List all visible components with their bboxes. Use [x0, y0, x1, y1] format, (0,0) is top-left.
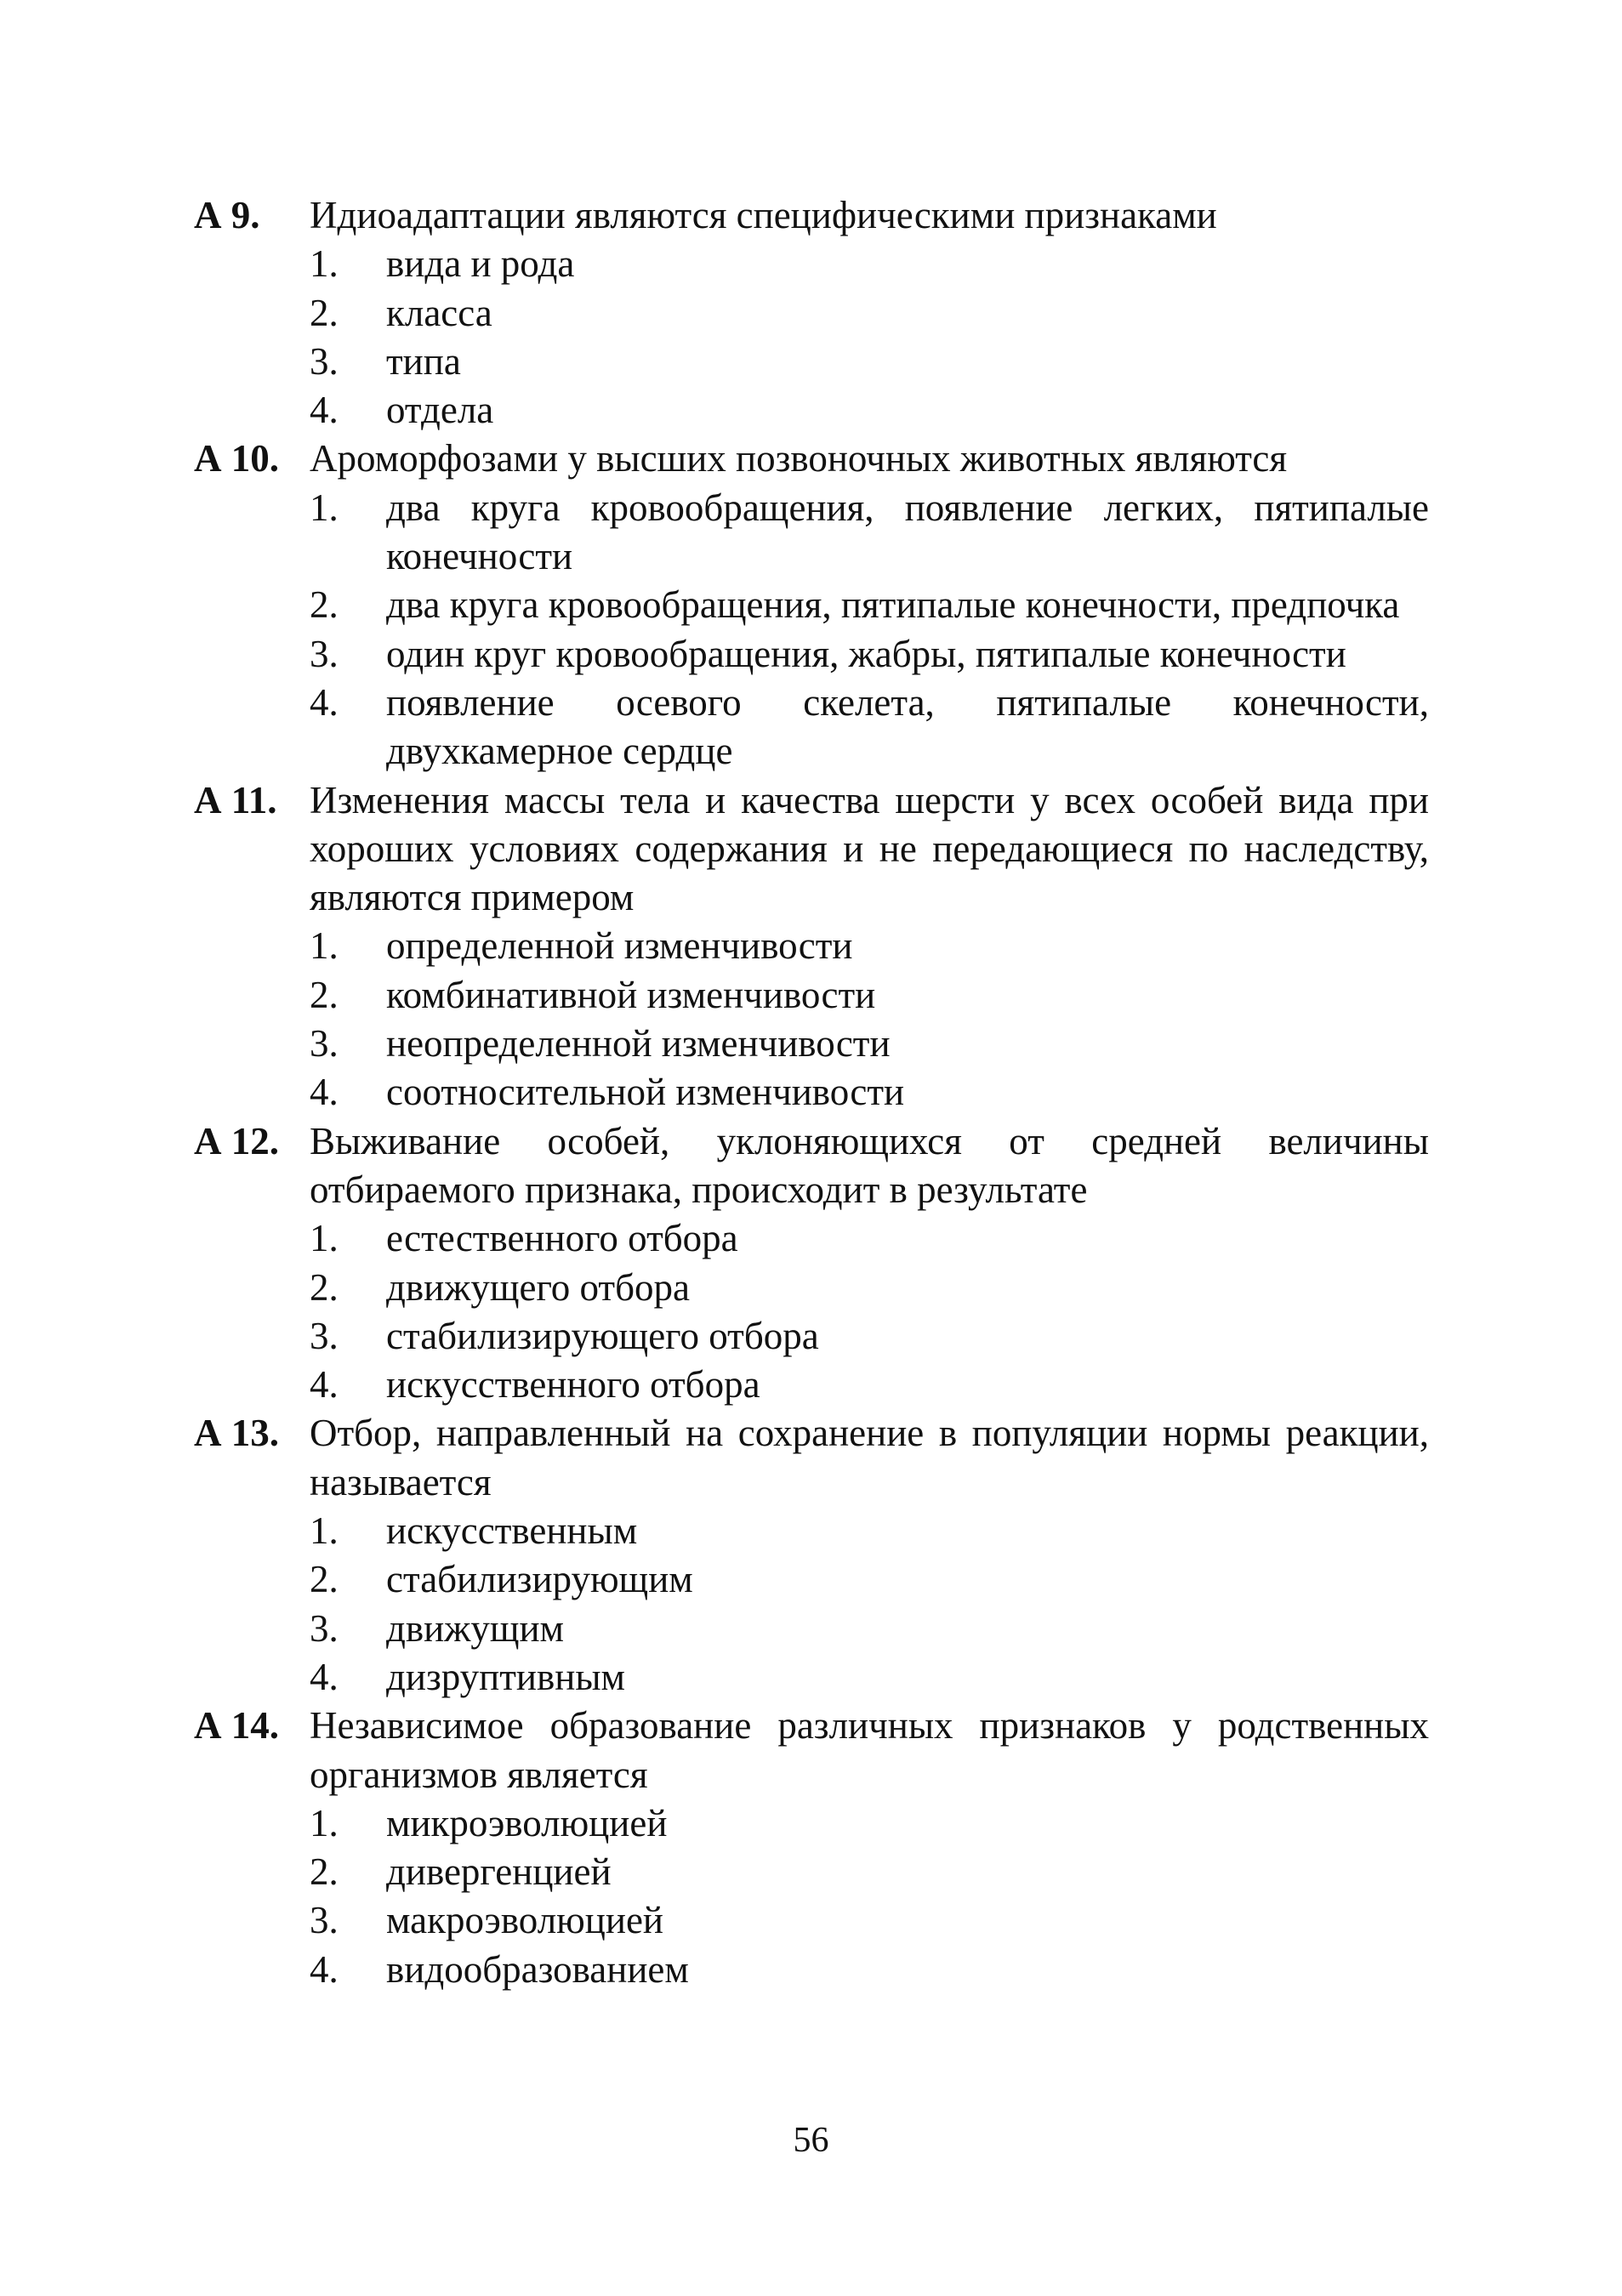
- question-a12: [194, 1117, 1429, 1410]
- answer-option: [310, 289, 1429, 338]
- question-text: Идиоадаптации являются специфическими признаками: [310, 194, 1217, 236]
- question-a11: [194, 776, 1429, 1117]
- answer-option: [310, 1946, 1429, 1994]
- answer-number: 4.: [310, 1071, 339, 1114]
- answer-text: один круг кровообращения, жабры, пятипалые конечности: [386, 632, 1346, 675]
- answer-number: 3.: [310, 1899, 339, 1942]
- answer-text: движущим: [386, 1606, 565, 1650]
- question-text: Независимое образование различных признаков у родственных организмов является: [310, 1704, 1429, 1796]
- answer-text: естественного отбора: [386, 1217, 738, 1260]
- page-number: 56: [793, 2121, 829, 2160]
- answer-number: 4.: [310, 1363, 339, 1407]
- question-a14: [194, 1702, 1429, 1994]
- answer-list: [310, 1507, 1429, 1702]
- answer-number: 3.: [310, 1606, 339, 1650]
- answer-option: [310, 1653, 1429, 1702]
- answer-text: неопределенной изменчивости: [386, 1022, 891, 1066]
- answer-list: [310, 484, 1429, 776]
- answer-number: 4.: [310, 389, 339, 432]
- answer-option: [310, 1361, 1429, 1409]
- answer-option: [310, 1555, 1429, 1604]
- answer-option: [310, 1214, 1429, 1263]
- answer-option: [310, 386, 1429, 435]
- answer-number: 1.: [310, 924, 339, 968]
- question-text: Выживание особей, уклоняющихся от средней величины отбираемого признака, происходит в результате: [310, 1119, 1429, 1211]
- answer-option: [310, 922, 1429, 970]
- answer-text: типа: [386, 339, 461, 383]
- question-text: Изменения массы тела и качества шерсти у всех особей вида при хороших условиях содержания и не передающиеся по наследству, являются примером: [310, 778, 1429, 919]
- answer-text: макроэволюцией: [386, 1899, 664, 1942]
- answer-option: [310, 630, 1429, 679]
- answer-option: [310, 1605, 1429, 1653]
- answer-text: дивергенцией: [386, 1850, 612, 1894]
- answer-text: определенной изменчивости: [386, 924, 853, 968]
- answer-text: искусственного отбора: [386, 1363, 760, 1407]
- answer-option: [310, 1264, 1429, 1312]
- question-number: А 9.: [194, 194, 260, 236]
- question-number: А 10.: [194, 437, 279, 480]
- answer-number: 1.: [310, 486, 339, 529]
- answer-text: отдела: [386, 389, 494, 432]
- answer-number: 2.: [310, 1558, 339, 1601]
- answer-option: [310, 1507, 1429, 1555]
- question-a13: [194, 1409, 1429, 1702]
- answer-option: [310, 971, 1429, 1020]
- answer-text: вида и рода: [386, 242, 575, 286]
- answer-number: 3.: [310, 632, 339, 675]
- answer-option: [310, 484, 1429, 582]
- answer-number: 2.: [310, 583, 339, 627]
- question-a10: [194, 435, 1429, 776]
- answer-option: [310, 240, 1429, 288]
- question-a9: [194, 191, 1429, 435]
- question-number: А 12.: [194, 1119, 279, 1162]
- answer-number: 3.: [310, 339, 339, 383]
- answer-number: 1.: [310, 1509, 339, 1553]
- question-number: А 13.: [194, 1412, 279, 1455]
- answer-option: [310, 679, 1429, 776]
- answer-list: [310, 240, 1429, 435]
- answer-option: [310, 1799, 1429, 1848]
- answer-option: [310, 1312, 1429, 1361]
- answer-number: 1.: [310, 242, 339, 286]
- answer-text: соотносительной изменчивости: [386, 1071, 905, 1114]
- answer-number: 4.: [310, 680, 339, 724]
- answer-number: 1.: [310, 1217, 339, 1260]
- answer-text: комбинативной изменчивости: [386, 973, 876, 1016]
- answer-text: дизруптивным: [386, 1655, 626, 1698]
- answer-number: 4.: [310, 1947, 339, 1991]
- answer-list: [310, 1799, 1429, 1994]
- answer-option: [310, 1848, 1429, 1896]
- question-text: Ароморфозами у высших позвоночных животных являются: [310, 437, 1288, 480]
- answer-number: 2.: [310, 973, 339, 1016]
- answer-text: два круга кровообращения, появление легких, пятипалые конечности: [386, 486, 1429, 578]
- answer-text: два круга кровообращения, пятипалые конечности, предпочка: [386, 583, 1400, 627]
- answer-number: 2.: [310, 1265, 339, 1309]
- answer-option: [310, 1896, 1429, 1945]
- answer-number: 2.: [310, 291, 339, 334]
- answer-number: 3.: [310, 1314, 339, 1357]
- answer-text: движущего отбора: [386, 1265, 690, 1309]
- answer-option: [310, 581, 1429, 629]
- answer-option: [310, 1020, 1429, 1068]
- answer-text: видообразованием: [386, 1947, 689, 1991]
- question-list: [194, 191, 1429, 1994]
- answer-text: стабилизирующего отбора: [386, 1314, 819, 1357]
- answer-text: появление осевого скелета, пятипалые конечности, двухкамерное сердце: [386, 680, 1429, 773]
- question-number: А 11.: [194, 778, 277, 821]
- answer-number: 2.: [310, 1850, 339, 1894]
- answer-text: класса: [386, 291, 492, 334]
- answer-text: стабилизирующим: [386, 1558, 693, 1601]
- question-number: А 14.: [194, 1704, 279, 1748]
- answer-number: 3.: [310, 1022, 339, 1066]
- answer-text: микроэволюцией: [386, 1801, 668, 1844]
- answer-text: искусственным: [386, 1509, 638, 1553]
- answer-number: 4.: [310, 1655, 339, 1698]
- answer-option: [310, 338, 1429, 386]
- question-text: Отбор, направленный на сохранение в популяции нормы реакции, называется: [310, 1412, 1429, 1503]
- answer-list: [310, 922, 1429, 1117]
- answer-number: 1.: [310, 1801, 339, 1844]
- answer-option: [310, 1068, 1429, 1117]
- answer-list: [310, 1214, 1429, 1409]
